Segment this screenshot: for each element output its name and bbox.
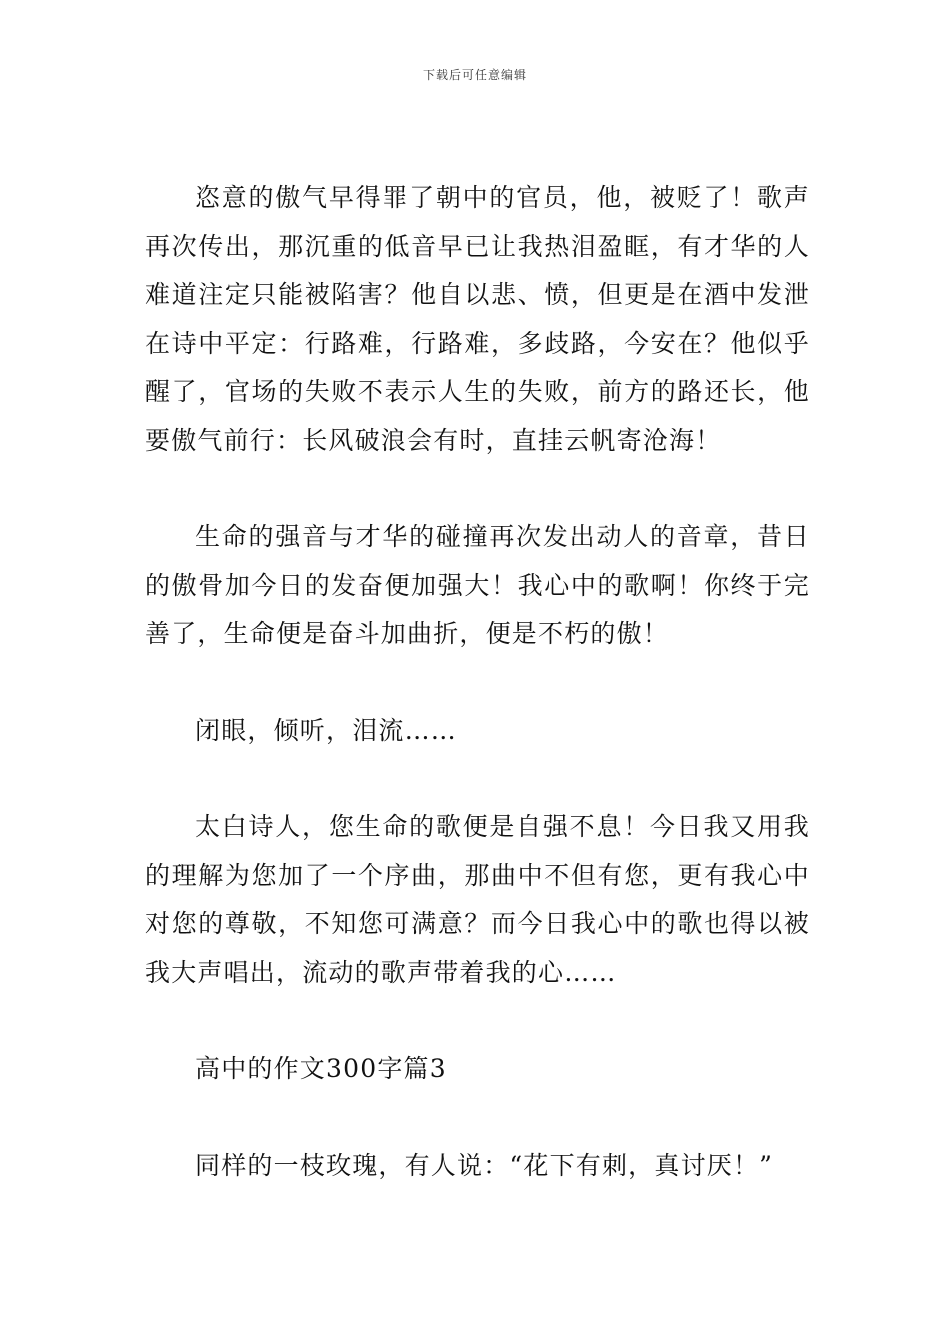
paragraph: 闭眼，倾听，泪流…… bbox=[195, 715, 458, 745]
document-body bbox=[145, 174, 810, 1238]
paragraph: 生命的强音与才华的碰撞再次发出动人的音章，昔日的傲骨加今日的发奋便加强大！我心中的歌啊！你终于完善了，生命便是奋斗加曲折，便是不朽的傲！ bbox=[145, 522, 810, 648]
paragraph: 恣意的傲气早得罪了朝中的官员，他，被贬了！歌声再次传出，那沉重的低音早已让我热泪盈眶，有才华的人难道注定只能被陷害？他自以悲、愤，但更是在酒中发泄在诗中平定：行路难，行路难，多歧路，今安在？他似乎醒了，官场的失败不表示人生的失败，前方的路还长，他要傲气前行：长风破浪会有时，直挂云帆寄沧海！ bbox=[145, 183, 810, 455]
section-heading: 高中的作文300字篇3 bbox=[195, 1054, 447, 1083]
page-header: 下载后可任意编辑 bbox=[422, 68, 527, 82]
paragraph: 同样的一枝玫瑰，有人说：“花下有刺，真讨厌！” bbox=[195, 1150, 774, 1180]
paragraph: 太白诗人，您生命的歌便是自强不息！今日我又用我的理解为您加了一个序曲，那曲中不但有您，更有我心中对您的尊敬，不知您可满意？而今日我心中的歌也得以被我大声唱出，流动的歌声带着我的心…… bbox=[145, 812, 810, 987]
